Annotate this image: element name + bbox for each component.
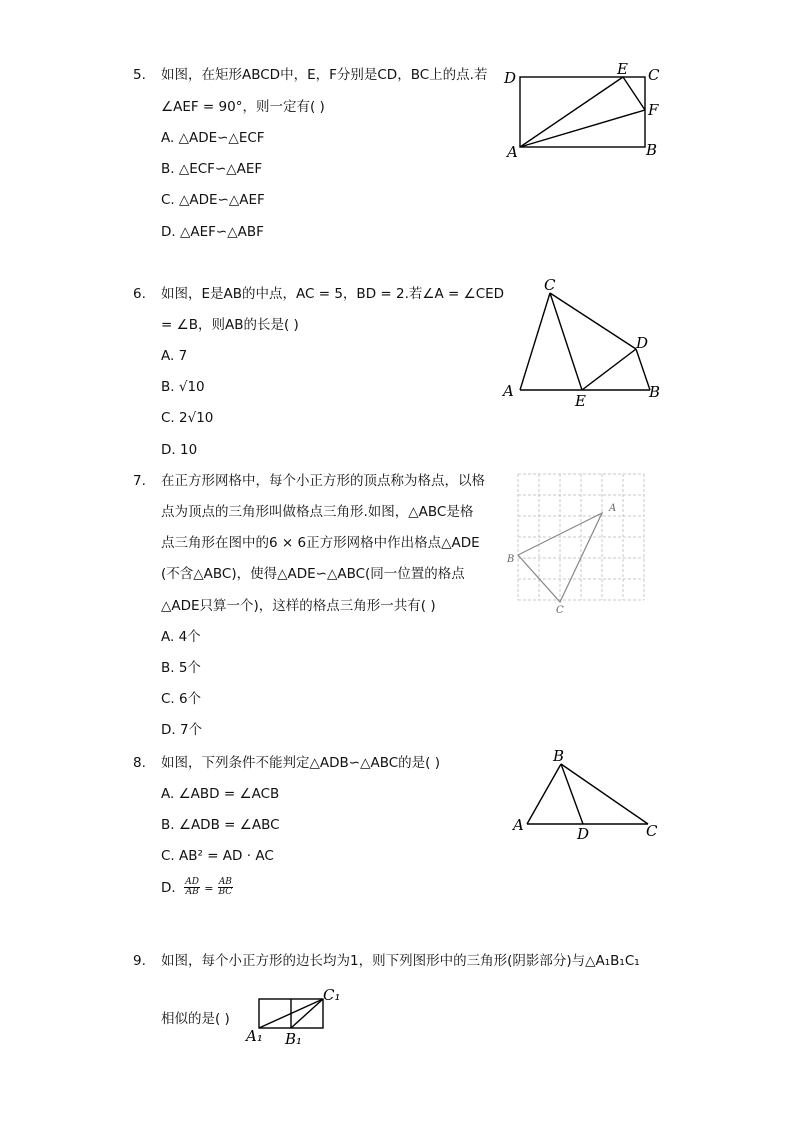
q6-stem-line1: 如图，E是AB的中点，AC = 5，BD = 2.若∠A = ∠CED [161, 286, 505, 302]
q7-option-c[interactable]: C. 6个 [161, 691, 202, 707]
label-b: B [646, 141, 658, 159]
segment-ae [520, 77, 623, 147]
segment-cd [550, 293, 636, 349]
q7-stem-line2: 点为顶点的三角形叫做格点三角形.如图，△ABC是格 [161, 504, 474, 520]
q7-number: 7. [133, 473, 146, 489]
q5-stem-line2: ∠AEF = 90°，则一定有( ) [161, 99, 325, 115]
numerator-ad: AD [185, 877, 199, 887]
q8-triangle-figure [505, 745, 665, 845]
label-b: B [507, 554, 515, 565]
segment-ef [623, 77, 645, 110]
label-c: C [544, 276, 556, 294]
q8-stem: 如图，下列条件不能判定△ADB∽△ABC的是( ) [161, 755, 440, 771]
q6-option-a[interactable]: A. 7 [161, 348, 188, 364]
q5-option-a[interactable]: A. △ADE∽△ECF [161, 130, 265, 146]
label-a1: A₁ [246, 1027, 263, 1045]
q6-number: 6. [133, 286, 146, 302]
label-c: C [646, 822, 658, 840]
label-c: C [648, 66, 660, 84]
label-a: A [513, 816, 524, 834]
segment-db [636, 349, 650, 390]
label-c: C [556, 605, 564, 616]
segment-af [520, 110, 645, 147]
q8-number: 8. [133, 755, 146, 771]
label-b: B [553, 747, 565, 765]
q5-number: 5. [133, 67, 146, 83]
q8-option-c[interactable]: C. AB² = AD · AC [161, 848, 274, 864]
label-a: A [507, 143, 518, 161]
label-b1: B₁ [285, 1030, 303, 1048]
equals-sign: = [204, 881, 214, 895]
q5-rectangle-figure [500, 60, 670, 160]
q6-triangle-figure [500, 275, 670, 410]
q7-stem-line4: (不含△ABC)，使得△ADE∽△ABC(同一位置的格点 [161, 566, 465, 582]
label-a: A [503, 382, 514, 400]
q5-option-c[interactable]: C. △ADE∽△AEF [161, 192, 265, 208]
denominator-bc: BC [218, 887, 233, 898]
fraction-ad-over-ab [184, 878, 200, 898]
q6-option-c[interactable]: C. 2√10 [161, 410, 214, 426]
q7-stem-line5: △ADE只算一个)，这样的格点三角形一共有( ) [161, 598, 436, 614]
q5-stem-line1: 如图，在矩形ABCD中，E，F分别是CD，BC上的点.若 [161, 67, 488, 83]
q9-triangle-figure [245, 985, 365, 1050]
segment-bc [561, 764, 648, 824]
q7-stem-line1: 在正方形网格中，每个小正方形的顶点称为格点，以格 [161, 473, 485, 489]
label-a: A [609, 503, 617, 514]
denominator-ab: AB [185, 887, 199, 898]
numerator-ab: AB [218, 877, 232, 887]
label-c1: C₁ [323, 986, 341, 1004]
label-e: E [617, 60, 628, 78]
q7-grid-figure [505, 465, 655, 620]
fraction-ab-over-bc [218, 878, 233, 898]
q6-stem-line2: = ∠B，则AB的长是( ) [161, 317, 299, 333]
segment-ab [527, 764, 561, 824]
segment-ed [582, 349, 636, 390]
q8-option-b[interactable]: B. ∠ADB = ∠ABC [161, 817, 280, 833]
segment-ce [550, 293, 582, 390]
q8-option-d[interactable] [161, 878, 233, 898]
q6-option-d[interactable]: D. 10 [161, 442, 198, 458]
q8-option-a[interactable]: A. ∠ABD = ∠ACB [161, 786, 280, 802]
label-e: E [575, 392, 586, 410]
q9-stem-line2: 相似的是( ) [161, 1011, 230, 1027]
q7-stem-line3: 点三角形在图中的6 × 6正方形网格中作出格点△ADE [161, 535, 480, 551]
segment-ac [520, 293, 550, 390]
label-b: B [649, 383, 661, 401]
segment-bd [561, 764, 583, 824]
label-d: D [504, 69, 517, 87]
q8-option-d-prefix: D. [161, 879, 176, 896]
label-d: D [636, 334, 649, 352]
q9-stem-line1: 如图，每个小正方形的边长均为1，则下列图形中的三角形(阴影部分)与△A₁B₁C₁ [161, 953, 640, 969]
q5-option-d[interactable]: D. △AEF∽△ABF [161, 224, 264, 240]
rectangle-abcd [520, 77, 645, 147]
q7-option-a[interactable]: A. 4个 [161, 629, 201, 645]
q7-option-b[interactable]: B. 5个 [161, 660, 201, 676]
label-f: F [648, 101, 659, 119]
q6-option-b[interactable]: B. √10 [161, 379, 205, 395]
segment-b1c1 [291, 999, 323, 1028]
q5-option-b[interactable]: B. △ECF∽△AEF [161, 161, 263, 177]
q7-option-d[interactable]: D. 7个 [161, 722, 203, 738]
label-d: D [577, 825, 590, 843]
q9-number: 9. [133, 953, 146, 969]
six-by-six-grid [518, 474, 644, 600]
